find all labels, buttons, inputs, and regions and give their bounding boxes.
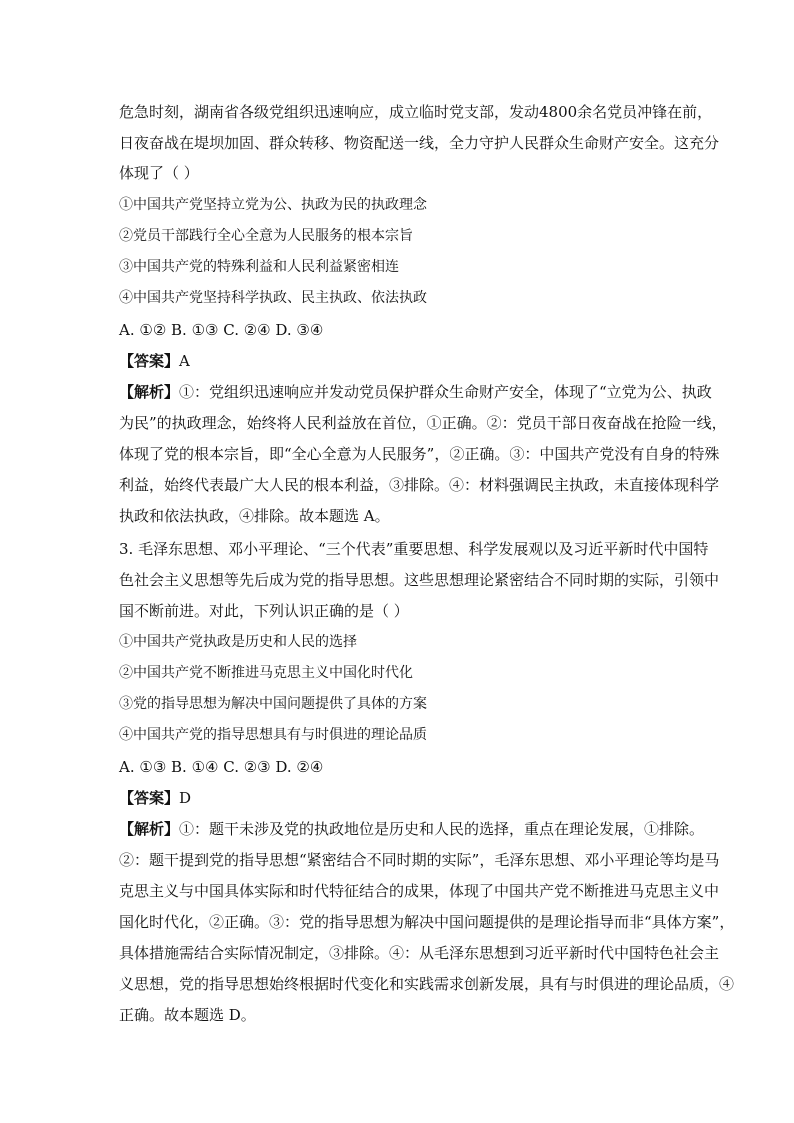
q3-statement: ④中国共产党的指导思想具有与时俱进的理论品质: [119, 727, 427, 743]
q3-statement: ③党的指导思想为解决中国问题提供了具体的方案: [119, 696, 427, 712]
q3-answer: [119, 788, 191, 808]
answer-value: D: [179, 789, 192, 807]
q2-choices: A. ①② B. ①③ C. ②④ D. ③④: [119, 321, 324, 339]
q3-analysis-line: ②：题干提到党的指导思想“紧密结合不同时期的实际”，毛泽东思想、邓小平理论等均是马: [119, 851, 720, 869]
q2-statement: ①中国共产党坚持立党为公、执政为民的执政理念: [119, 197, 427, 213]
q2-stem-line: 日夜奋战在堤坝加固、群众转移、物资配送一线，全力守护人民群众生命财产安全。这充分: [119, 134, 720, 152]
q3-analysis-line: [119, 819, 704, 839]
q3-statement: ①中国共产党执政是历史和人民的选择: [119, 634, 357, 650]
q3-analysis-line: 正确。故本题选 D。: [119, 1006, 256, 1024]
answer-label: 【答案】: [119, 789, 180, 807]
q2-statement: ②党员干部践行全心全意为人民服务的根本宗旨: [119, 228, 413, 244]
q2-statement: ④中国共产党坚持科学执政、民主执政、依法执政: [119, 290, 427, 306]
q2-stem-line: 体现了（ ）: [119, 164, 199, 182]
q2-statement: ③中国共产党的特殊利益和人民利益紧密相连: [119, 259, 399, 275]
q3-stem-line: 3. 毛泽东思想、邓小平理论、“三个代表”重要思想、科学发展观以及习近平新时代中国特: [119, 540, 709, 558]
answer-value: A: [179, 352, 190, 370]
analysis-text: ①：题干未涉及党的执政地位是历史和人民的选择，重点在理论发展，①排除。: [179, 820, 705, 838]
answer-label: 【答案】: [119, 352, 180, 370]
q2-stem-line: 危急时刻，湖南省各级党组织迅速响应，成立临时党支部，发动4800余名党员冲锋在前，: [119, 103, 713, 121]
q2-analysis-line: 体现了党的根本宗旨，即“全心全意为人民服务”，②正确。③：中国共产党没有自身的特殊: [119, 445, 720, 463]
q3-analysis-line: 国化时代化，②正确。③：党的指导思想为解决中国问题提供的是理论指导而非“具体方案”，: [119, 913, 735, 931]
q3-analysis-line: 具体措施需结合实际情况制定，③排除。④：从毛泽东思想到习近平新时代中国特色社会主: [119, 944, 720, 962]
q2-analysis-line: 执政和依法执政，④排除。故本题选 A。: [119, 507, 390, 525]
analysis-text: ①：党组织迅速响应并发动党员保护群众生命财产安全，体现了“立党为公、执政: [179, 383, 712, 401]
analysis-label: 【解析】: [119, 820, 180, 838]
q3-statement: ②中国共产党不断推进马克思主义中国化时代化: [119, 665, 413, 681]
q3-analysis-line: 克思主义与中国具体实际和时代特征结合的成果，体现了中国共产党不断推进马克思主义中: [119, 882, 720, 900]
q3-stem-line: 色社会主义思想等先后成为党的指导思想。这些思想理论紧密结合不同时期的实际，引领中: [119, 571, 720, 589]
q2-analysis-line: [119, 382, 712, 402]
q3-stem-line: 国不断前进。对此，下列认识正确的是（ ）: [119, 602, 409, 620]
analysis-label: 【解析】: [119, 383, 180, 401]
q3-choices: A. ①③ B. ①④ C. ②③ D. ②④: [119, 758, 324, 776]
q2-analysis-line: 为民”的执政理念，始终将人民利益放在首位，①正确。②：党员干部日夜奋战在抢险一线，: [119, 414, 727, 432]
q3-analysis-line: 义思想，党的指导思想始终根据时代变化和实践需求创新发展，具有与时俱进的理论品质，④: [119, 975, 735, 993]
q2-answer: [119, 351, 190, 371]
q2-analysis-line: 利益，始终代表最广大人民的根本利益，③排除。④：材料强调民主执政，未直接体现科学: [119, 476, 720, 494]
